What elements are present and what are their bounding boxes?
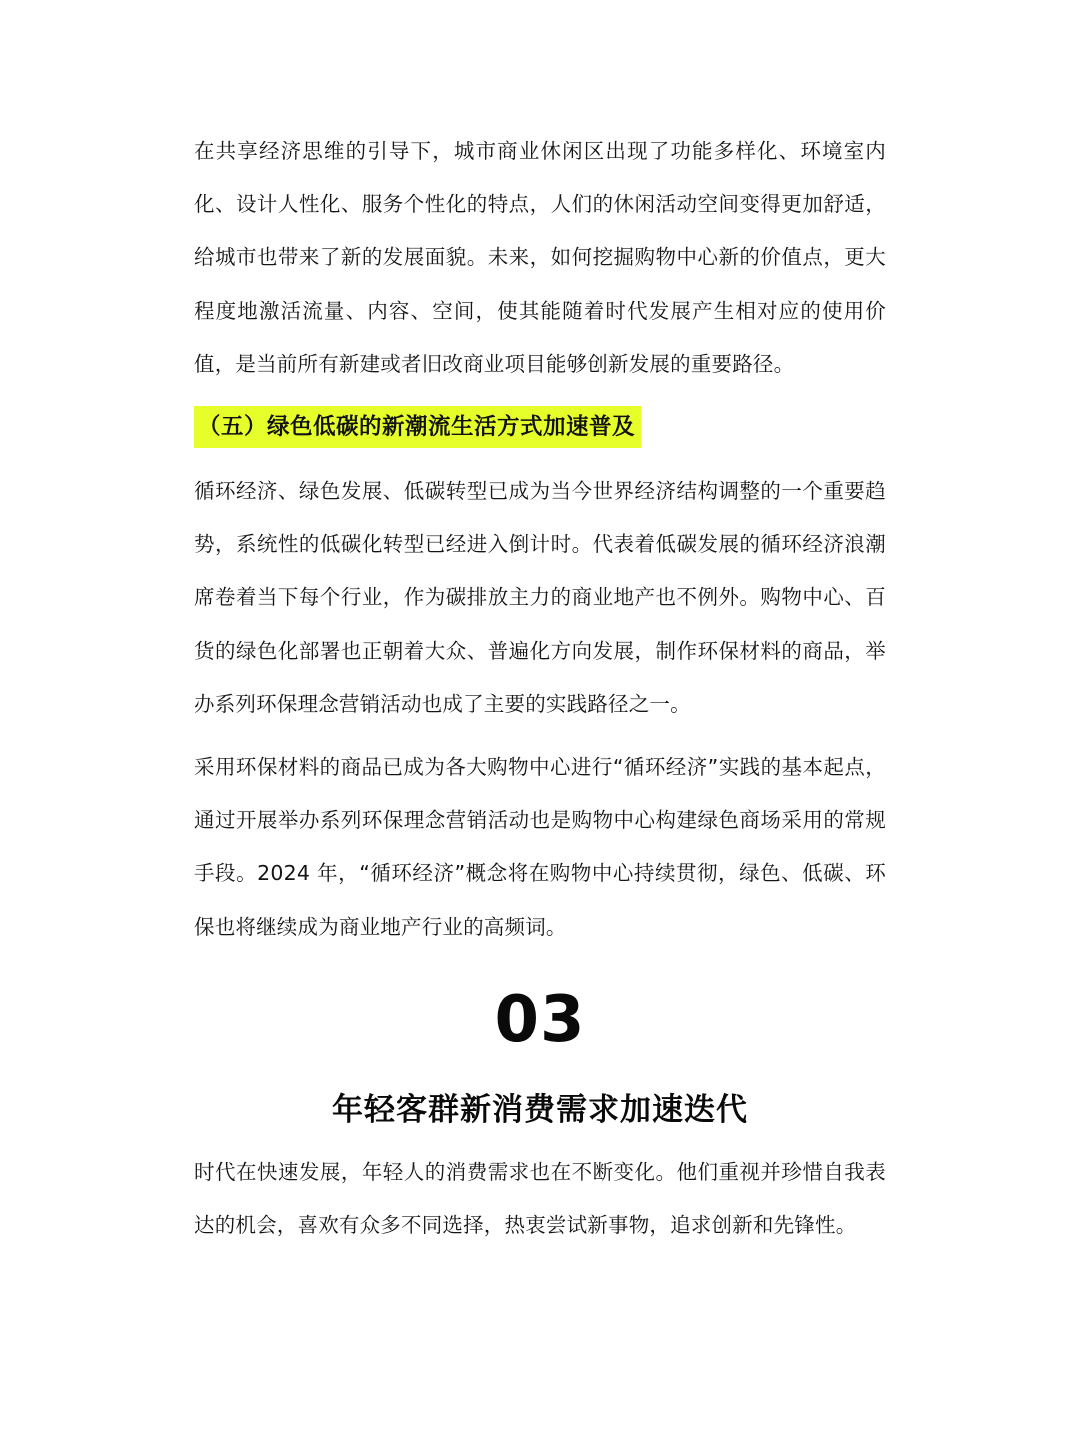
paragraph-circular-economy: 循环经济、绿色发展、低碳转型已成为当今世界经济结构调整的一个重要趋势，系统性的低碳化转型已经进入倒计时。代表着低碳发展的循环经济浪潮席卷着当下每个行业，作为碳排放主力的商业地产也不例外。购物中心、百货的绿色化部署也正朝着大众、普遍化方向发展，制作环保材料的商品，举办系列环保理念营销活动也成了主要的实践路径之一。 [194,479,886,716]
section-title: 年轻客群新消费需求加速迭代 [332,1092,748,1128]
subsection-heading-wrap [194,406,641,448]
paragraph-sharing-economy: 在共享经济思维的引导下，城市商业休闲区出现了功能多样化、环境室内化、设计人性化、服务个性化的特点，人们的休闲活动空间变得更加舒适，给城市也带来了新的发展面貌。未来，如何挖掘购物中心新的价值点，更大程度地激活流量、内容、空间，使其能随着时代发展产生相对应的使用价值，是当前所有新建或者旧改商业项目能够创新发展的重要路径。 [194,139,886,376]
paragraph-young-consumers: 时代在快速发展，年轻人的消费需求也在不断变化。他们重视并珍惜自我表达的机会，喜欢有众多不同选择，热衷尝试新事物，追求创新和先锋性。 [194,1160,886,1238]
section-number: 03 [494,983,586,1057]
paragraph-eco-materials: 采用环保材料的商品已成为各大购物中心进行“循环经济”实践的基本起点，通过开展举办系列环保理念营销活动也是购物中心构建绿色商场采用的常规手段。2024 年，“循环经济”概念将在购物中心持续贯彻，绿色、低碳、环保也将继续成为商业地产行业的高频词。 [194,755,886,939]
subsection-heading-highlighted: （五）绿色低碳的新潮流生活方式加速普及 [194,406,641,448]
